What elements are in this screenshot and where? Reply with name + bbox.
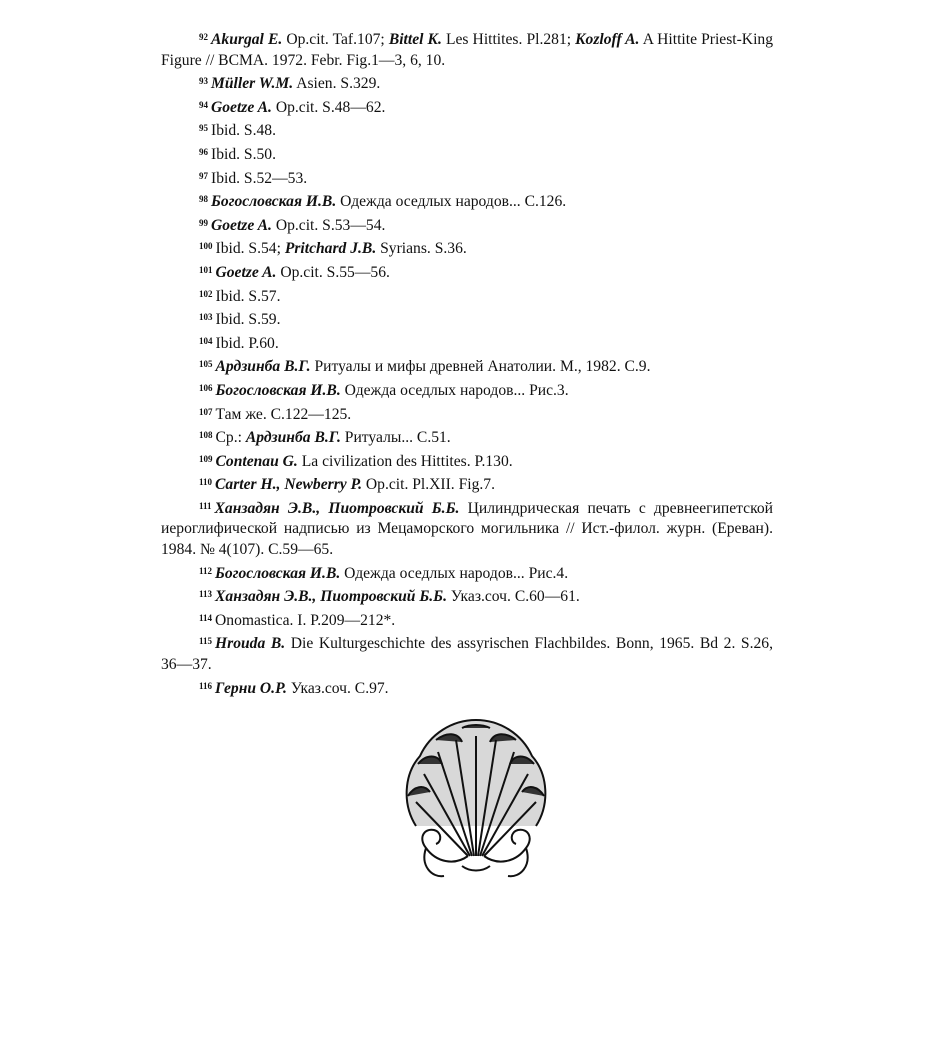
footnote-number: 100 <box>199 241 213 252</box>
citation-text: Там же. С.122—125. <box>215 405 352 423</box>
footnote-number: 107 <box>199 406 213 417</box>
citation-text: Op.cit. S.53—54. <box>271 216 386 234</box>
footnote-number: 101 <box>199 264 213 275</box>
footnote <box>161 71 773 95</box>
footnote-number: 99 <box>199 217 208 228</box>
author-name: Богословская И.В. <box>215 381 341 399</box>
citation-text: Onomastica. I. P.209—212*. <box>215 611 396 629</box>
citation-text: Syrians. S.36. <box>376 240 467 258</box>
author-name: Hrouda B. <box>215 635 286 653</box>
citation-text: Одежда оседлых народов... С.126. <box>336 193 567 211</box>
citation-text: Цилиндрическая печать с древнеегипетской иероглифической надписью из Мецаморского могильника // Ист.-филол. журн. (Ереван). 1984. № 4(107). С.59—65. <box>161 499 773 559</box>
footnote-number: 95 <box>199 123 208 134</box>
citation-text: Ibid. S.59. <box>215 311 281 329</box>
citation-text: Op.cit. S.48—62. <box>271 98 386 116</box>
footnote <box>161 236 773 260</box>
footnote <box>161 118 773 142</box>
footnote <box>161 331 773 355</box>
author-name: Carter H., Newberry P. <box>215 476 362 494</box>
citation-text: Op.cit. Taf.107; <box>282 31 389 48</box>
citation-text: Op.cit. S.55—56. <box>276 263 390 281</box>
footnote-number: 106 <box>199 382 213 393</box>
footnote <box>161 496 773 561</box>
footnote-number: 102 <box>199 288 213 299</box>
author-name: Герни О.Р. <box>215 679 287 697</box>
author-name: Akurgal E. <box>211 31 283 48</box>
footnote <box>161 213 773 237</box>
author-name: Ардзинба В.Г. <box>245 429 341 447</box>
footnote-number: 112 <box>199 565 213 576</box>
footnote-number: 103 <box>199 312 213 323</box>
footnote <box>161 95 773 119</box>
author-name: Ханзадян Э.В., Пиотровский Б.Б. <box>214 499 460 517</box>
footnote <box>161 27 773 71</box>
footnote <box>161 449 773 473</box>
citation-text: Указ.соч. С.97. <box>286 679 389 697</box>
footnote-number: 92 <box>199 32 208 42</box>
footnote-number: 109 <box>199 453 213 464</box>
footnote <box>161 260 773 284</box>
citation-text: Die Kulturgeschichte des assyrischen Flachbildes. Bonn, 1965. Bd 2. S.26, 36—37. <box>161 635 773 674</box>
citation-text: Ibid. S.57. <box>215 287 281 305</box>
citation-text: Ibid. S.52—53. <box>211 169 308 187</box>
footnote <box>161 189 773 213</box>
footnote-number: 114 <box>199 612 213 623</box>
citation-text: Ibid. P.60. <box>215 334 279 352</box>
author-name: Goetze A. <box>211 216 272 234</box>
footnote-number: 104 <box>199 335 213 346</box>
author-name: Богословская И.В. <box>215 564 341 582</box>
author-name: Goetze A. <box>215 263 277 281</box>
author-name: Ардзинба В.Г. <box>215 358 311 376</box>
footnote-number: 115 <box>199 636 213 647</box>
footnote <box>161 608 773 632</box>
citation-text: La civilization des Hittites. P.130. <box>297 452 513 470</box>
footnote-number: 110 <box>199 477 213 488</box>
citation-text: Ритуалы... С.51. <box>340 429 451 447</box>
citation-text: Ibid. S.48. <box>211 122 276 140</box>
footnote-number: 96 <box>199 146 208 157</box>
author-name: Pritchard J.B. <box>284 240 377 258</box>
footnote <box>161 284 773 308</box>
footnote <box>161 425 773 449</box>
citation-text: Ibid. S.50. <box>211 145 276 163</box>
footnote-number: 116 <box>199 680 213 691</box>
footnote <box>161 631 773 675</box>
footnote <box>161 402 773 426</box>
author-name: Ханзадян Э.В., Пиотровский Б.Б. <box>215 588 447 606</box>
author-name: Bittel K. <box>388 31 442 48</box>
citation-text: Asien. S.329. <box>293 75 381 93</box>
footnote <box>161 307 773 331</box>
citation-text: Ibid. S.54; <box>215 240 285 258</box>
citation-text: A Hittite Priest-King Figure // BCMA. 1972. Febr. Fig.1—3, 6, 10. <box>161 31 773 69</box>
footnote <box>161 676 773 700</box>
author-name: Kozloff A. <box>575 31 640 48</box>
author-name: Müller W.M. <box>211 75 294 93</box>
footnote <box>161 378 773 402</box>
citation-text: Les Hittites. Pl.281; <box>441 31 576 48</box>
footnote-number: 105 <box>199 359 213 370</box>
author-name: Богословская И.В. <box>211 193 337 211</box>
citation-text: Ритуалы и мифы древней Анатолии. М., 1982. С.9. <box>310 358 651 376</box>
footnote-number: 93 <box>199 76 208 87</box>
footnote-number: 111 <box>199 500 212 511</box>
citation-text: Одежда оседлых народов... Рис.4. <box>340 564 569 582</box>
citation-text: Одежда оседлых народов... Рис.3. <box>340 381 569 399</box>
footnote-number: 98 <box>199 194 208 205</box>
author-name: Goetze A. <box>211 98 272 116</box>
footnote-number: 113 <box>199 589 213 600</box>
footnote <box>161 166 773 190</box>
footnote <box>161 561 773 585</box>
citation-text: Ср.: <box>215 429 246 447</box>
citation-text: Op.cit. Pl.XII. Fig.7. <box>362 476 495 494</box>
footnote <box>161 142 773 166</box>
author-name: Contenau G. <box>215 452 298 470</box>
palmette-ornament-icon <box>396 716 556 884</box>
citation-text: Указ.соч. С.60—61. <box>446 588 580 606</box>
footnote <box>161 354 773 378</box>
footnotes-list <box>161 27 773 699</box>
footnote <box>161 584 773 608</box>
footnote-number: 94 <box>199 99 208 110</box>
footnote-number: 108 <box>199 430 213 441</box>
footnote <box>161 472 773 496</box>
footnote-number: 97 <box>199 170 208 181</box>
